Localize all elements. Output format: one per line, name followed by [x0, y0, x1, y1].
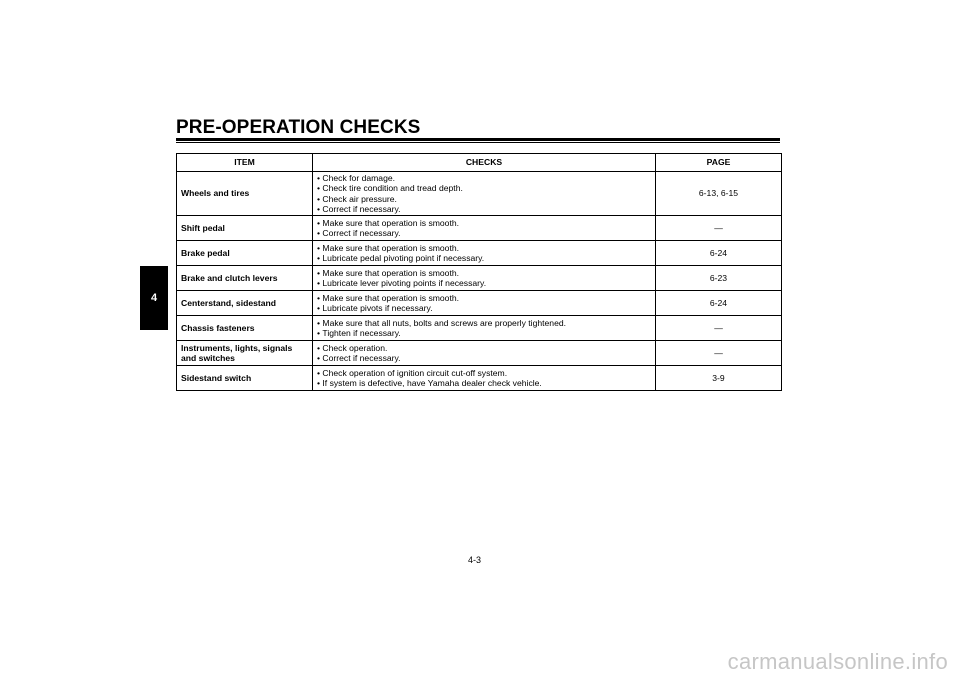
- pre-operation-checks-table: [176, 153, 782, 391]
- check-item: • Lubricate pedal pivoting point if necessary.: [317, 253, 651, 264]
- column-header-checks: CHECKS: [313, 154, 656, 172]
- item-label-line: and switches: [181, 353, 235, 363]
- item-cell: Sidestand switch: [177, 366, 313, 391]
- item-cell: Chassis fasteners: [177, 316, 313, 341]
- checks-cell: [313, 266, 656, 291]
- page-cell: —: [656, 216, 782, 241]
- check-item: • Lubricate lever pivoting points if necessary.: [317, 278, 651, 289]
- chapter-tab: 4: [140, 266, 168, 330]
- item-cell: Centerstand, sidestand: [177, 291, 313, 316]
- item-cell: Brake and clutch levers: [177, 266, 313, 291]
- check-item: • If system is defective, have Yamaha dealer check vehicle.: [317, 378, 651, 389]
- check-item: • Make sure that operation is smooth.: [317, 268, 651, 279]
- watermark: carmanualsonline.info: [727, 649, 948, 674]
- table-row: [177, 291, 782, 316]
- check-item: • Make sure that all nuts, bolts and screws are properly tightened.: [317, 318, 651, 329]
- checks-cell: [313, 172, 656, 216]
- check-item: • Check for damage.: [317, 173, 651, 184]
- checks-cell: [313, 366, 656, 391]
- check-item: • Check air pressure.: [317, 194, 651, 205]
- checks-cell: [313, 241, 656, 266]
- checks-cell: [313, 316, 656, 341]
- page-cell: —: [656, 316, 782, 341]
- page-cell: —: [656, 341, 782, 366]
- table-row: [177, 266, 782, 291]
- check-item: • Check operation.: [317, 343, 651, 354]
- check-item: • Correct if necessary.: [317, 204, 651, 215]
- check-item: • Correct if necessary.: [317, 353, 651, 364]
- table-row: [177, 216, 782, 241]
- page-title: PRE-OPERATION CHECKS: [176, 117, 421, 138]
- page-cell: 6-24: [656, 241, 782, 266]
- page-cell: 6-24: [656, 291, 782, 316]
- column-header-page: PAGE: [656, 154, 782, 172]
- page-cell: 6-23: [656, 266, 782, 291]
- check-item: • Make sure that operation is smooth.: [317, 293, 651, 304]
- check-item: • Correct if necessary.: [317, 228, 651, 239]
- title-rule-thick: [176, 138, 780, 141]
- column-header-item: ITEM: [177, 154, 313, 172]
- checks-cell: [313, 291, 656, 316]
- item-cell: [177, 341, 313, 366]
- table-row: [177, 241, 782, 266]
- table-row: [177, 316, 782, 341]
- page-cell: 3-9: [656, 366, 782, 391]
- check-item: • Make sure that operation is smooth.: [317, 218, 651, 229]
- checks-cell: [313, 216, 656, 241]
- title-rule-thin: [176, 142, 780, 143]
- check-item: • Make sure that operation is smooth.: [317, 243, 651, 254]
- check-item: • Check tire condition and tread depth.: [317, 183, 651, 194]
- item-label-line: Instruments, lights, signals: [181, 342, 293, 353]
- check-item: • Lubricate pivots if necessary.: [317, 303, 651, 314]
- item-cell: Wheels and tires: [177, 172, 313, 216]
- page-cell: 6-13, 6-15: [656, 172, 782, 216]
- check-item: • Check operation of ignition circuit cut-off system.: [317, 368, 651, 379]
- table-row: [177, 172, 782, 216]
- item-cell: Brake pedal: [177, 241, 313, 266]
- check-item: • Tighten if necessary.: [317, 328, 651, 339]
- table-header-row: [177, 154, 782, 172]
- page-number: 4-3: [468, 555, 482, 565]
- table-row: [177, 341, 782, 366]
- checks-cell: [313, 341, 656, 366]
- table-row: [177, 366, 782, 391]
- item-cell: Shift pedal: [177, 216, 313, 241]
